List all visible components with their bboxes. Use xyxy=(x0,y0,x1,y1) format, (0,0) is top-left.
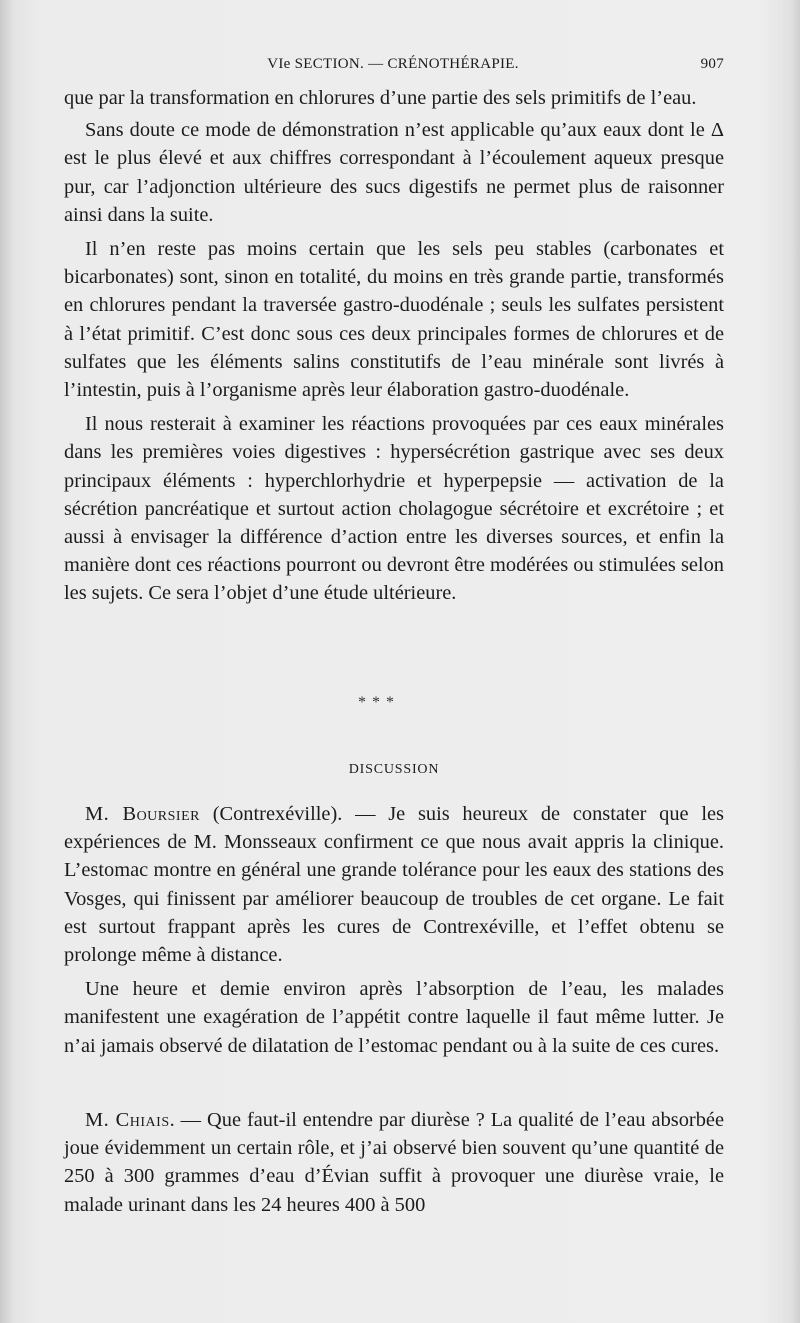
section-separator xyxy=(360,684,420,724)
paragraph: que par la transformation en chlorures d’une partie des sels primitifs de l’eau. xyxy=(64,87,697,109)
speech-text: (Contrexéville). — Je suis heureux de constater que les expériences de M. Monsseaux confirment ce que nous avait appris la clinique. L’estomac montre en général une grande tolérance pour les eaux des stations des Vosges, qui finissent par améliorer beaucoup de troubles de cet organe. Le fait est surtout frappant après les cures de Contrexéville, et l’effet obtenu se prolonge même à distance. xyxy=(64,803,724,967)
discussion-chiais xyxy=(64,1106,724,1219)
paragraph: Il nous resterait à examiner les réactions provoquées par ces eaux minérales dans les premières voies digestives : hypersécrétion gastrique avec ses deux principaux éléments : hyperchlorhydrie et hyperpepsie — activation de la sécrétion pancréatique et surtout action cholagogue sécrétoire et excrétoire ; et aussi à envisager la différence d’action entre les diverses sources, et enfin la manière dont ces réactions pourront ou devront être modérées ou stimulées selon les sujets. Ce sera l’objet d’une étude ultérieure. xyxy=(64,413,724,605)
paragraph: Sans doute ce mode de démonstration n’est applicable qu’aux eaux dont le Δ est le plus élevé et aux chiffres correspondant à l’écoulement aqueux presque pur, car l’adjonction ultérieure des sucs digestifs ne permet plus de raisonner ainsi dans la suite. xyxy=(64,119,724,226)
speech-text: . — Que faut-il entendre par diurèse ? La qualité de l’eau absorbée joue évidemment un certain rôle, et j’ai observé bien souvent qu’une quantité de 250 à 300 grammes d’eau d’Évian suffit à provoquer une diurèse vraie, le malade urinant dans les 24 heures 400 à 500 xyxy=(64,1109,724,1216)
section-title: VIe SECTION. — CRÉNOTHÉRAPIE. xyxy=(267,56,519,72)
paragraph xyxy=(64,800,724,969)
discussion-boursier xyxy=(64,800,724,1060)
speaker-name: M. Chiais xyxy=(85,1109,170,1131)
main-text xyxy=(64,84,724,608)
running-head xyxy=(62,56,724,80)
paragraph: Il n’en reste pas moins certain que les sels peu stables (carbonates et bicarbonates) sont, sinon en totalité, du moins en très grande partie, transformés en chlorures pendant la traversée gastro-duodénale ; seuls les sulfates persistent à l’état primitif. C’est donc sous ces deux principales formes de chlorures et de sulfates que les éléments salins constitutifs de l’eau minérale sont livrés à l’intestin, puis à l’organisme après leur élaboration gastro-duodénale. xyxy=(64,238,724,402)
paragraph xyxy=(64,1106,724,1219)
separator-text: * * * xyxy=(358,694,395,711)
speaker-name: M. Boursier xyxy=(85,803,200,825)
discussion-heading: DISCUSSION xyxy=(348,762,440,777)
paragraph: Une heure et demie environ après l’absorption de l’eau, les malades manifestent une exagération de l’appétit contre laquelle il faut même lutter. Je n’ai jamais observé de dilatation de l’estomac pendant ou à la suite de ces cures. xyxy=(64,978,724,1057)
page-number: 907 xyxy=(700,56,724,72)
